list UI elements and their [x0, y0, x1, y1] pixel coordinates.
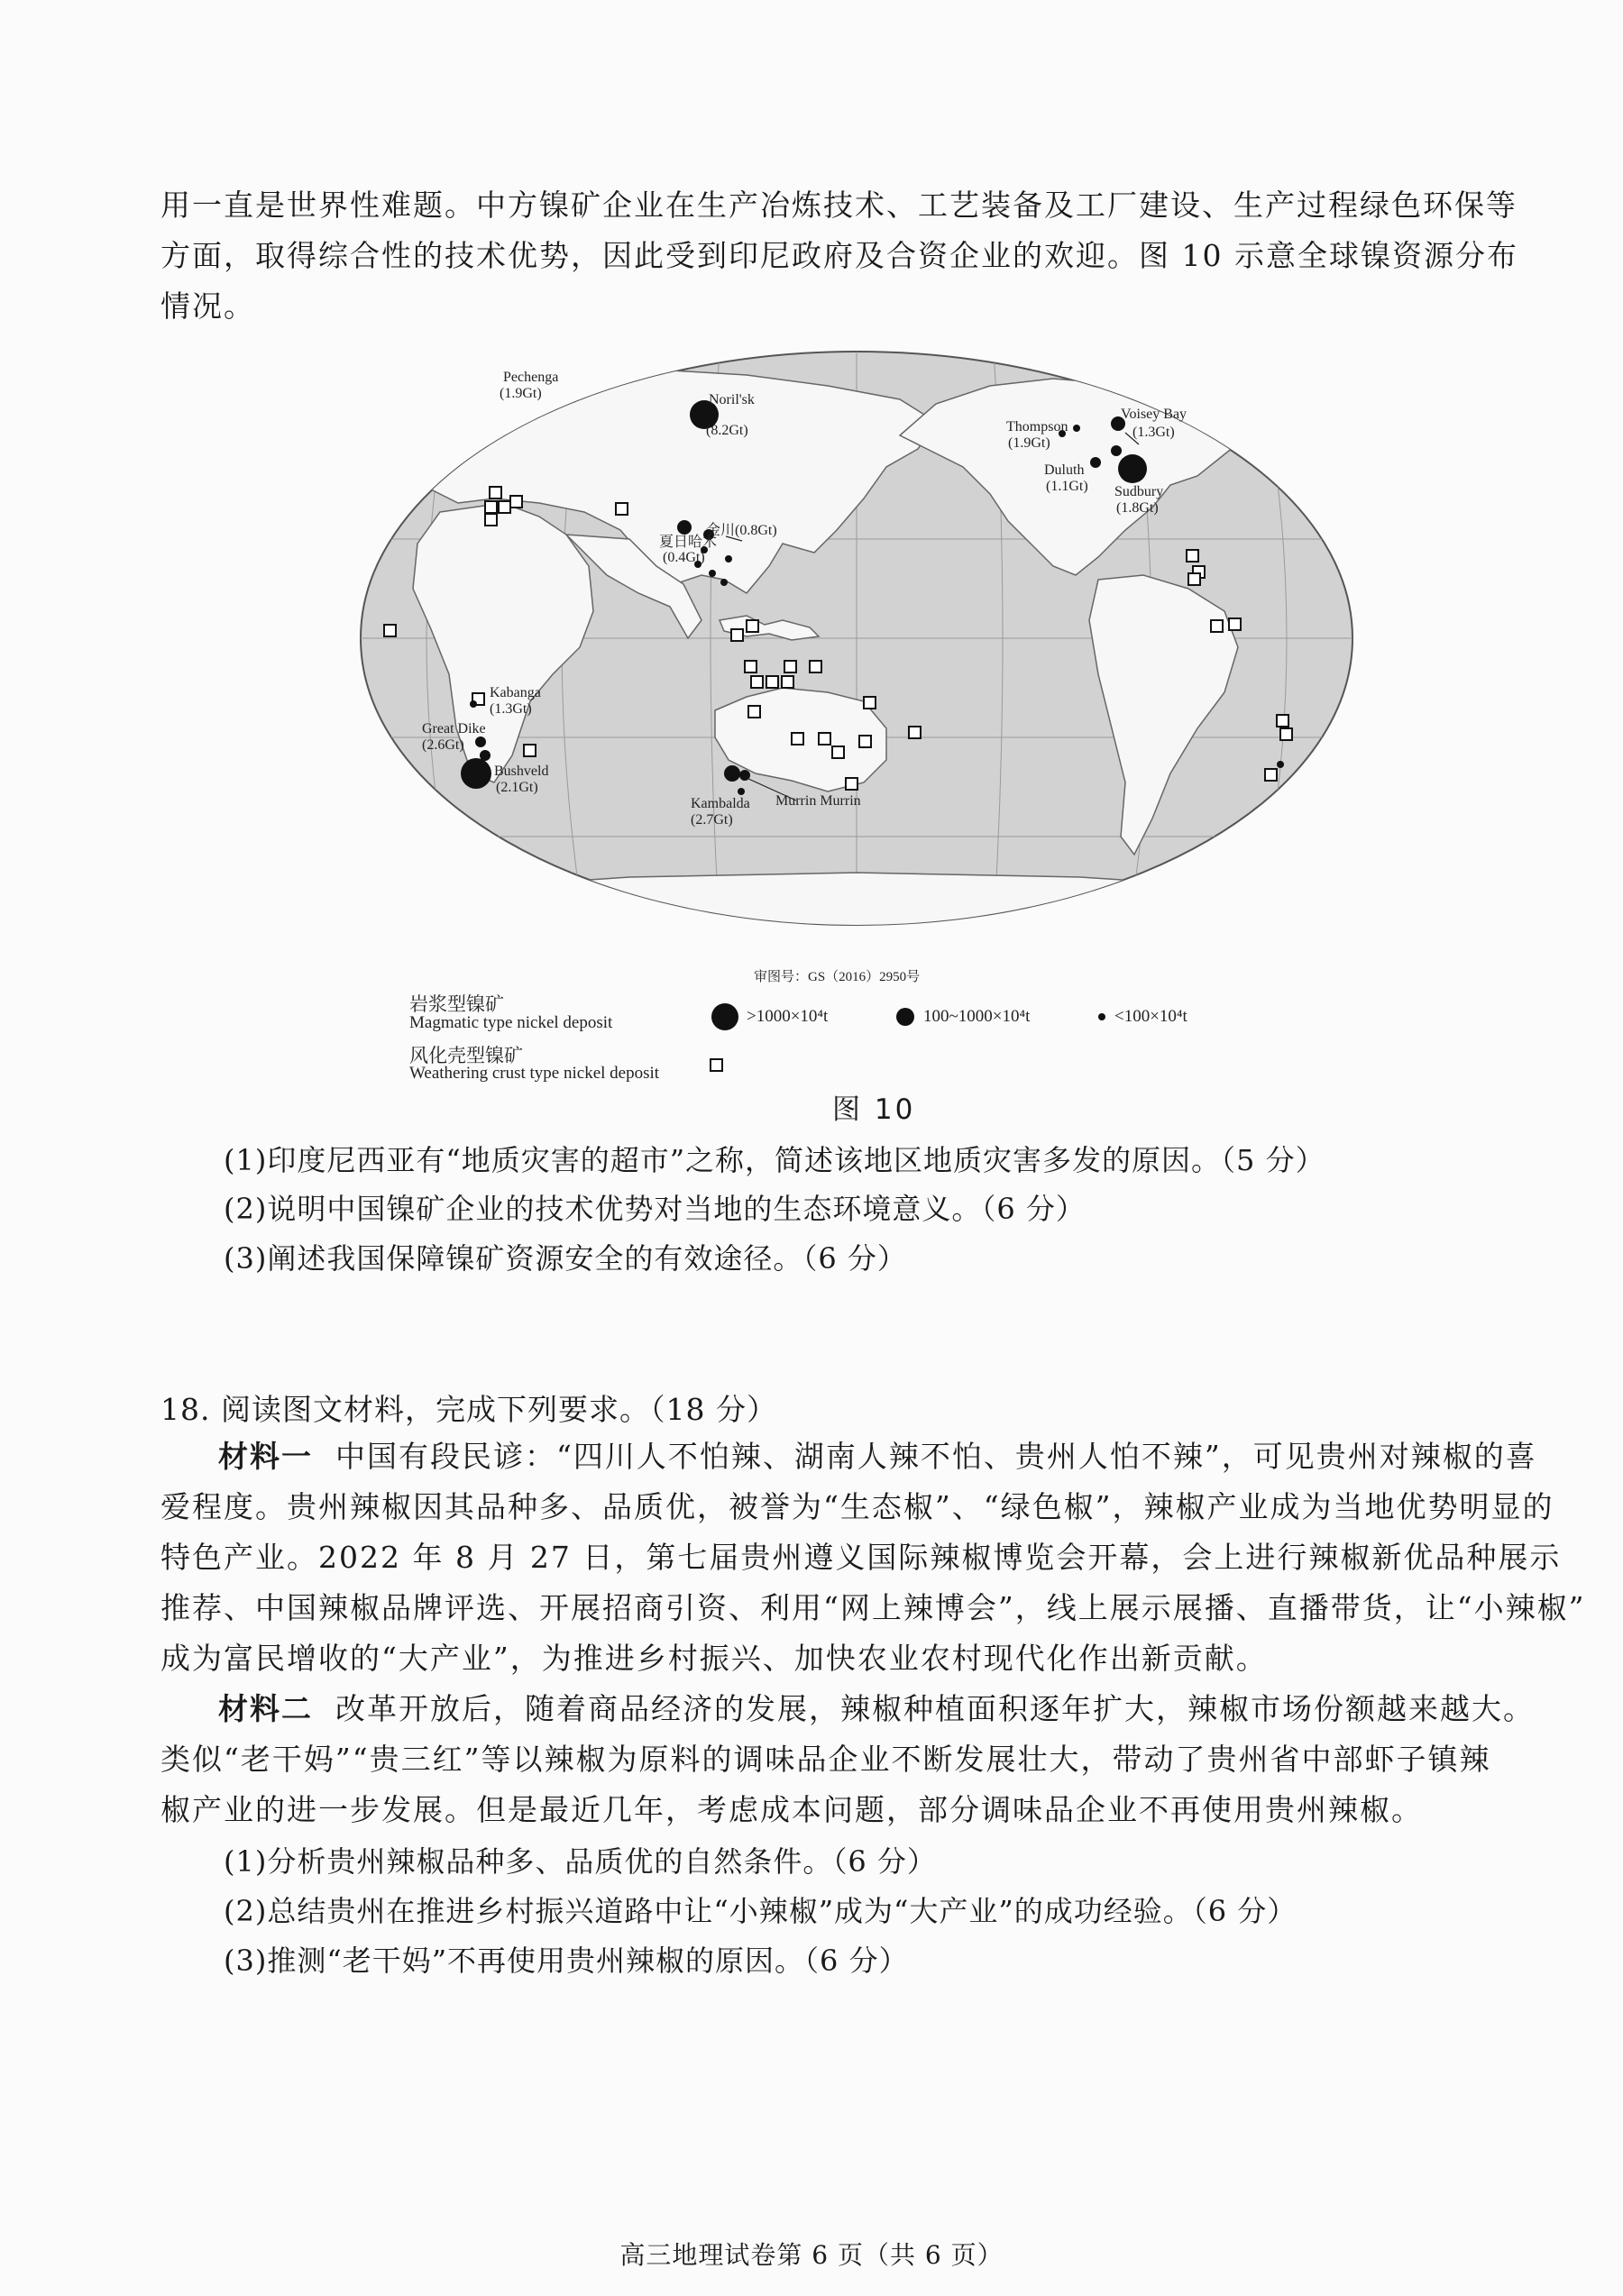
weathering-deposit-marker	[832, 746, 844, 758]
magmatic-deposit-marker	[1111, 445, 1122, 456]
magmatic-deposit-marker	[677, 520, 692, 535]
material-2-label: 材料二	[218, 1691, 313, 1726]
legend-large-label: >1000×10⁴t	[747, 1007, 829, 1026]
weathering-deposit-marker	[864, 697, 876, 709]
q18-item-1: (1)分析贵州辣椒品种多、品质优的自然条件。（6 分）	[224, 1844, 937, 1879]
deposit-name-label: Thompson	[1006, 419, 1068, 435]
weathering-deposit-marker	[616, 503, 628, 515]
weathering-deposit-marker	[909, 727, 921, 738]
weathering-deposit-marker	[748, 706, 760, 718]
weathering-deposit-marker	[745, 661, 756, 672]
magmatic-deposit-marker	[1090, 457, 1101, 468]
deposit-size-label: (2.7Gt)	[691, 812, 733, 828]
material-2-line: 椒产业的进一步发展。但是最近几年，考虑成本问题，部分调味品企业不再使用贵州辣椒。	[160, 1792, 1423, 1827]
magmatic-deposit-marker	[512, 411, 521, 420]
deposit-size-label: (2.1Gt)	[496, 780, 538, 795]
legend-magmatic-cn: 岩浆型镍矿	[409, 993, 504, 1015]
magmatic-deposit-marker	[709, 570, 716, 577]
q18-title: 18. 阅读图文材料，完成下列要求。（18 分）	[160, 1392, 777, 1427]
deposit-name-label: Sudbury	[1114, 484, 1164, 499]
material-1-line: 成为富民增收的“大产业”，为推进乡村振兴、加快农业农村现代化作出新贡献。	[160, 1641, 1268, 1676]
magmatic-deposit-marker	[461, 758, 491, 789]
deposit-size-label: (1.8Gt)	[1116, 500, 1159, 516]
legend-magmatic-en: Magmatic type nickel deposit	[409, 1013, 613, 1032]
magmatic-deposit-marker	[503, 405, 512, 414]
deposit-name-label: Great Dike	[422, 721, 486, 736]
intro-line: 情况。	[160, 288, 255, 324]
weathering-deposit-marker	[846, 778, 857, 790]
magmatic-deposit-marker	[475, 736, 486, 747]
deposit-size-label: (1.9Gt)	[1008, 435, 1050, 451]
magmatic-deposit-marker	[725, 555, 732, 563]
weathering-deposit-marker	[819, 733, 830, 745]
weathering-deposit-marker	[782, 676, 793, 688]
magmatic-deposit-marker	[470, 700, 477, 708]
q18-material-1	[160, 1432, 1586, 1684]
legend-weathering-en: Weathering crust type nickel deposit	[409, 1064, 660, 1083]
q17-item-2: (2)说明中国镍矿企业的技术优势对当地的生态环境意义。（6 分）	[224, 1192, 1086, 1226]
magmatic-deposit-marker	[724, 765, 740, 782]
weathering-deposit-marker	[485, 501, 497, 513]
deposit-size-label: (1.9Gt)	[500, 386, 542, 401]
q17-item-1: (1)印度尼西亚有“地质灾害的超市”之称，简述该地区地质灾害多发的原因。（5 分）	[224, 1143, 1325, 1177]
weathering-deposit-marker	[747, 620, 758, 632]
deposit-size-label: (2.6Gt)	[422, 737, 464, 753]
material-2-line: 改革开放后，随着商品经济的发展，辣椒种植面积逐年扩大，辣椒市场份额越来越大。	[335, 1691, 1535, 1726]
deposit-name-label: Murrin Murrin	[775, 793, 861, 809]
page-footer: 高三地理试卷第 6 页（共 6 页）	[619, 2240, 1004, 2270]
weathering-deposit-marker	[499, 501, 510, 513]
q17-item-3: (3)阐述我国保障镍矿资源安全的有效途径。（6 分）	[224, 1241, 907, 1276]
q18-material-2	[160, 1684, 1535, 1835]
q18-item-3: (3)推测“老干妈”不再使用贵州辣椒的原因。（6 分）	[224, 1944, 909, 1978]
deposit-name-label: Kambalda	[691, 796, 750, 811]
deposit-size-label: (0.4Gt)	[663, 550, 705, 565]
legend-square-icon	[711, 1059, 722, 1071]
weathering-deposit-marker	[1229, 618, 1241, 630]
legend-weathering-cn: 风化壳型镍矿	[409, 1045, 523, 1066]
material-1-line: 推荐、中国辣椒品牌评选、开展招商引资、利用“网上辣博会”，线上展示展播、直播带货，让“小辣椒”	[160, 1590, 1586, 1625]
material-1-line: 中国有段民谚：“四川人不怕辣、湖南人辣不怕、贵州人怕不辣”，可见贵州对辣椒的喜	[335, 1439, 1537, 1474]
material-1-label: 材料一	[218, 1439, 313, 1474]
magmatic-deposit-marker	[720, 579, 728, 586]
magmatic-deposit-marker	[738, 788, 745, 795]
weathering-deposit-marker	[384, 625, 396, 636]
deposit-size-label: (1.1Gt)	[1046, 479, 1088, 494]
magmatic-deposit-marker	[490, 407, 499, 416]
weathering-deposit-marker	[485, 514, 497, 526]
magmatic-deposit-marker	[1277, 761, 1284, 768]
deposit-name-label: Pechenga	[503, 370, 559, 385]
deposit-size-label: (8.2Gt)	[706, 423, 748, 438]
weathering-deposit-marker	[792, 733, 803, 745]
weathering-deposit-marker	[766, 676, 778, 688]
intro-paragraph	[160, 180, 1518, 332]
weathering-deposit-marker	[524, 745, 536, 756]
antarctica-landmass	[395, 873, 1315, 927]
weathering-deposit-marker	[810, 661, 821, 672]
figure-caption: 图 10	[832, 1093, 916, 1126]
deposit-name-label: Bushveld	[494, 764, 549, 779]
magmatic-deposit-marker	[527, 406, 534, 413]
deposit-name-label: 金川(0.8Gt)	[706, 523, 777, 538]
magmatic-deposit-marker	[1073, 425, 1080, 432]
deposit-name-label: Noril'sk	[709, 392, 755, 407]
deposit-name-label: Kabanga	[490, 685, 541, 700]
world-map-svg	[359, 350, 1354, 1020]
material-1-line: 特色产业。2022 年 8 月 27 日，第七届贵州遵义国际辣椒博览会开幕，会上进行辣椒新优品种展示	[160, 1540, 1562, 1575]
weathering-deposit-marker	[1187, 550, 1198, 562]
nickel-resource-map	[359, 350, 1354, 1032]
deposit-name-label: Voisey Bay	[1121, 407, 1187, 422]
deposit-name-label: 夏日哈木	[659, 535, 718, 550]
weathering-deposit-marker	[859, 736, 871, 747]
weathering-deposit-marker	[751, 676, 763, 688]
weathering-deposit-marker	[1280, 728, 1292, 740]
weathering-deposit-marker	[784, 661, 796, 672]
material-1-line: 爱程度。贵州辣椒因其品种多、品质优，被誉为“生态椒”、“绿色椒”，辣椒产业成为当地优势明显的	[160, 1489, 1554, 1524]
weathering-deposit-marker	[1265, 769, 1277, 781]
weathering-deposit-marker	[731, 629, 743, 641]
map-review-number: 审图号：GS（2016）2950号	[754, 970, 921, 984]
deposit-size-label: (1.3Gt)	[1132, 425, 1175, 440]
weathering-deposit-marker	[1188, 573, 1200, 585]
weathering-deposit-marker	[1211, 620, 1223, 632]
weathering-deposit-marker	[510, 496, 522, 508]
intro-line: 用一直是世界性难题。中方镍矿企业在生产冶炼技术、工艺装备及工厂建设、生产过程绿色环保等	[160, 188, 1518, 223]
q18-item-2: (2)总结贵州在推进乡村振兴道路中让“小辣椒”成为“大产业”的成功经验。（6 分）	[224, 1894, 1297, 1928]
weathering-deposit-marker	[490, 487, 501, 499]
material-1-first-line	[160, 1432, 1537, 1482]
material-2-line: 类似“老干妈”“贵三红”等以辣椒为原料的调味品企业不断发展壮大，带动了贵州省中部虾子镇辣	[160, 1742, 1491, 1777]
magmatic-deposit-marker	[1118, 454, 1147, 483]
deposit-size-label: (1.3Gt)	[490, 701, 532, 717]
weathering-deposit-marker	[1277, 715, 1288, 727]
deposit-name-label: Duluth	[1044, 462, 1085, 478]
intro-line: 方面，取得综合性的技术优势，因此受到印尼政府及合资企业的欢迎。图 10 示意全球镍资源分布	[160, 238, 1518, 273]
legend-medium-label: 100~1000×10⁴t	[923, 1007, 1031, 1026]
material-2-first-line	[160, 1684, 1535, 1734]
legend-small-label: <100×10⁴t	[1114, 1007, 1187, 1026]
